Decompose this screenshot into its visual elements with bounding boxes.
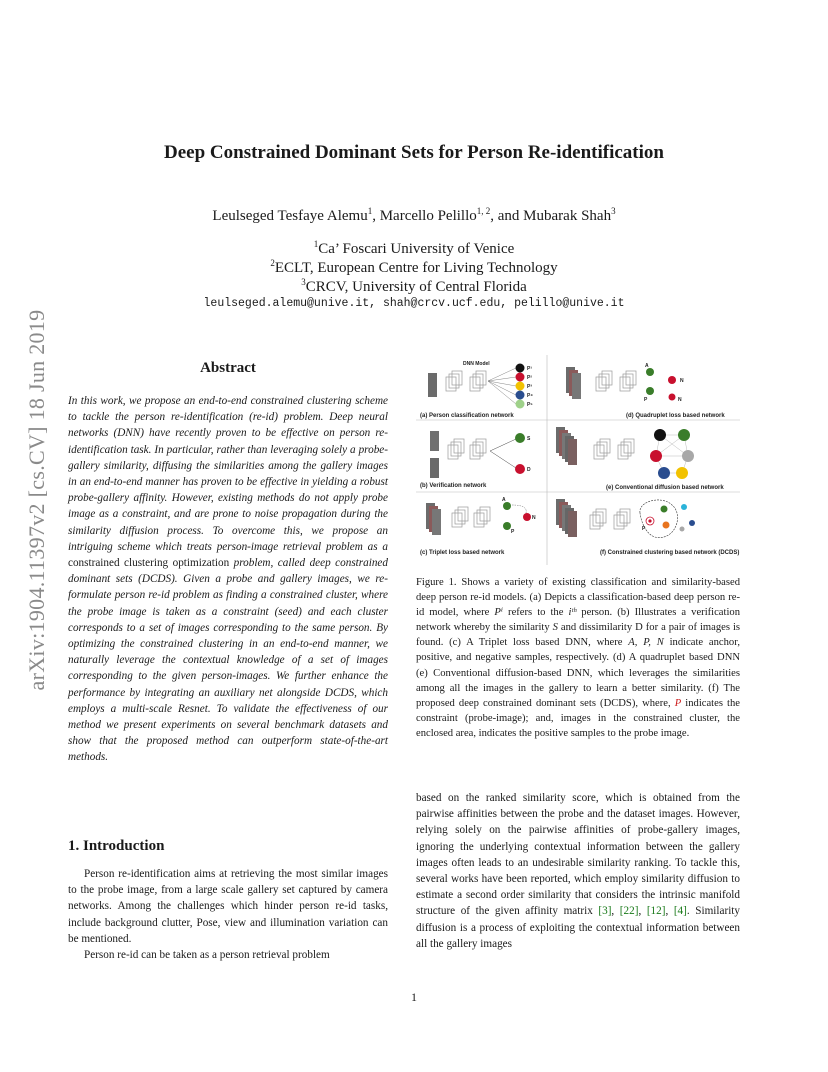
affiliation-2: $^2$ECLT, European Centre for Living Technology [270,258,558,276]
panel-e [556,427,724,491]
panel-d [566,363,725,419]
section-heading-introduction: 1. Introduction [68,838,165,854]
citation-22[interactable]: [22] [619,905,639,918]
citation-3[interactable]: [3] [598,905,612,918]
introduction-text: Person re-identification aims at retrieving the most similar images to the probe image, from a large scale gallery set captured by camera networks. Among the challenges which hinder person re-id tasks, include background clutter, Pose, view and illumination variation can be mentioned. Person re-id can be taken as a person retrieval problem [68,868,388,962]
panel-b [420,431,531,489]
similarity-node [515,433,525,443]
dnn-model-label: DNN Model [463,361,490,367]
person-1-node [516,364,525,373]
panel-d-caption: (d) Quadruplet loss based network [626,413,725,419]
citation-4[interactable]: [4] [673,905,687,918]
svg-text:P: P [642,526,646,532]
panel-c-caption: (c) Triplet loss based network [420,550,505,556]
svg-text:A: A [645,363,649,369]
svg-text:A: A [502,497,506,503]
svg-text:N: N [532,515,536,521]
svg-text:P: P [511,529,515,535]
right-column-text: based on the ranked similarity score, which is obtained from the pairwise affinities between the probe and the dataset images. However, relying solely on the pairwise affinities of probe-gallery images, ignoring the underlying contextual information between the gallery images often leads to an undesirable similarity ranking. To tackle this, several works have been reported, which employ similarity diffusion to estimate a second order similarity that considers the intrinsic manifold structure of the given affinity matrix [3], [22], [12], [4]. Similarity diffusion is a process of exploiting the contextual information between all the gallery images [416,792,740,950]
panel-e-caption: (e) Conventional diffusion based network [606,485,724,491]
svg-text:P⁵: P⁵ [527,402,533,408]
svg-text:S: S [527,436,531,442]
svg-text:N: N [678,397,682,403]
svg-text:P¹: P¹ [527,366,532,372]
affiliation-1: $^1$Ca’ Foscari University of Venice [313,239,515,257]
svg-text:N: N [680,378,684,384]
panel-c [420,497,536,556]
author-list: Leulseged Tesfaye Alemu$^1$, Marcello Pelillo$^{1, 2}$, and Mubarak Shah$^3$ [212,206,616,224]
anchor-node [503,502,511,510]
person-5-node [516,400,525,409]
panel-f-caption: (f) Constrained clustering based network (DCDS) [600,550,740,556]
citation-12[interactable]: [12] [646,905,666,918]
svg-text:P: P [644,397,648,403]
figure-1 [416,355,740,565]
page-number: 1 [411,990,417,1004]
person-3-node [516,382,525,391]
panel-f [556,499,739,556]
panel-a [420,361,533,419]
author-emails: leulseged.alemu@unive.it, shah@crcv.ucf.edu, pelillo@unive.it [203,297,625,310]
svg-text:P²: P² [527,375,532,381]
svg-text:P⁴: P⁴ [527,393,533,399]
figure-1-caption: Figure 1. Shows a variety of existing classification and similarity-based deep person re-id models. (a) Depicts a classification-based deep person re-id model, where Pⁱ refers to the iᵗʰ person. (b) Illustrates a verification network whereby the similarity S and dissimilarity D for a pair of images is found. (c) A Triplet loss based DNN, where A, P, N indicate anchor, positive, and negative samples, respectively. (d) A quadruplet based DNN (e) Conventional diffusion-based DNN, which leverages the similarities among all the images in the gallery to learn a better similarity. (f) The proposed deep constrained dominant sets (DCDS), where, P indicates the constraint (probe-image); and, images in the constrained cluster, the enclosed area, indicates the positive samples to the probe image. [416,577,741,739]
svg-text:D: D [527,467,531,473]
abstract-text: In this work, we propose an end-to-end constrained clustering scheme to tackle the person re-identification (re-id) problem. Deep neural networks (DNN) have recently proven to be effective on person re-identification task. In particular, rather than leveraging solely a probe-gallery similarity, diffusing the similarities among the gallery images in an end-to-end manner has proven to be effective in yielding a robust probe-gallery affinity. However, existing methods do not apply probe image as a constraint, and are prone to noise propagation during the similarity diffusion process. To overcome this, we propose an intriguing scheme which treats person-image retrieval problem as a constrained clustering optimization problem, called deep constrained dominant sets (DCDS). Given a probe and gallery images, we re-formulate person re-id problem as finding a constrained cluster, where the probe image is taken as a constraint (seed) and each cluster corresponds to a set of images corresponding to the same person. By optimizing the constrained clustering in an end-to-end manner, we naturally leverage the contextual knowledge of a set of images corresponding to the given person-images. We further enhance the performance by integrating an auxiliary net alongside DCDS, which employs a multi-scale Resnet. To validate the effectiveness of our method we present experiments on several benchmark datasets and show that the proposed method can outperform state-of-the-art methods. [68,395,388,764]
panel-a-caption: (a) Person classification network [420,413,514,419]
person-4-node [516,391,525,400]
affiliation-3: $^3$CRCV, University of Central Florida [301,277,527,295]
paper-title: Deep Constrained Dominant Sets for Person Re-identification [164,142,664,163]
abstract-heading: Abstract [200,360,256,376]
panel-b-caption: (b) Verification network [420,483,487,489]
person-2-node [516,373,525,382]
negative-node [523,513,531,521]
arxiv-stamp: arXiv:1904.11397v2 [cs.CV] 18 Jun 2019 [24,309,49,691]
dissimilarity-node [515,464,525,474]
positive-node [503,522,511,530]
svg-text:P³: P³ [527,384,532,390]
